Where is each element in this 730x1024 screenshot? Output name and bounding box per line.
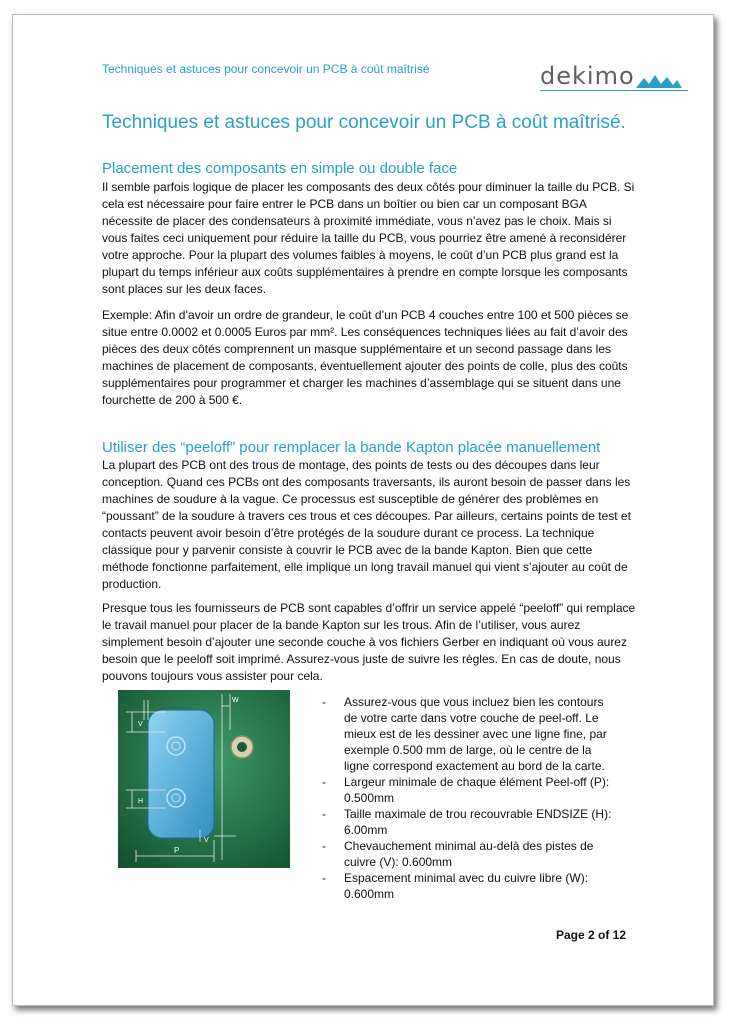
list-item: - Taille maximale de trou recouvrable ENDSIZE (H): 6.00mm <box>318 806 618 838</box>
list-item: - Largeur minimale de chaque élément Peel-off (P): 0.500mm <box>318 774 618 806</box>
section2-paragraph-2: Presque tous les fournisseurs de PCB sont capables d’offrir un service appelé “peeloff” qui remplace le travail manuel pour placer de la bande Kapton sur les trous. Afin de l’utiliser, vous aurez simplement besoin d’ajouter une seconde couche à vos fichiers Gerber en indiquant où vous aurez besoin que le peeloff soit imprimé. Assurez-vous juste de suivre les règles. En cas de doute, nous pouvons toujours vous assister pour cela. <box>102 601 636 683</box>
document-title: Techniques et astuces pour concevoir un PCB à coût maîtrisé. <box>102 112 626 133</box>
peeloff-rules-list <box>318 694 618 902</box>
label-v-bottom: V <box>204 837 209 844</box>
dekimo-logo <box>540 62 700 96</box>
list-item: - Espacement minimal avec du cuivre libre (W): 0.600mm <box>318 870 618 902</box>
section2-heading: Utiliser des “peeloff” pour remplacer la bande Kapton placée manuellement <box>102 439 601 456</box>
section1-paragraph-1: Il semble parfois logique de placer les composants des deux côtés pour diminuer la taille du PCB. Si cela est nécessaire pour faire entrer le PCB dans un boîtier ou bien car un composant BGA nécessite de placer des condensateurs à proximité immédiate, vous n’avez pas le choix. Mais si vous faites ceci uniquement pour réduire la taille du PCB, vous pourriez être amené à reconsidérer votre approche. Pour la plupart des volumes faibles à moyens, le coût d’un PCB plus grand est la plupart du temps inférieur aux coûts supplémentaires à prendre en compte lorsque les composants sont places sur les deux faces. <box>102 180 635 296</box>
label-h: H <box>138 798 144 805</box>
section2-paragraph-1: La plupart des PCB ont des trous de montage, des points de tests ou des découpes dans leur conception. Quand ces PCBs ont des composants traversants, ils auront besoin de passer dans les machines de soudure à la vague. Ce processus est susceptible de générer des problèmes en “poussant” de la soudure à travers ces trous et ces découpes. Par ailleurs, certains points de test et contacts peuvent avoir besoin d’être protégés de la soudure durant ce process. La technique classique pour y parvenir consiste à couvrir le PCB avec de la bande Kapton. Bien que cette méthode fonctionne parfaitement, elle implique un long travail manuel qui vient s’ajouter au coût de production. <box>102 458 631 591</box>
section1-heading: Placement des composants en simple ou double face <box>102 160 458 177</box>
logo-wave-icon <box>636 70 686 90</box>
label-w: W <box>232 697 239 704</box>
peeloff-diagram-image <box>118 690 290 868</box>
list-item: - Chevauchement minimal au-delà des pistes de cuivre (V): 0.600mm <box>318 838 618 870</box>
logo-underline <box>540 90 688 91</box>
section1-paragraph-2: Exemple: Afin d’avoir un ordre de grandeur, le coût d’un PCB 4 couches entre 100 et 500 pièces se situe entre 0.0002 et 0.0005 Euros par mm². Les conséquences techniques liées au fait d’avoir des pièces des deux côtés comprennent un masque supplémentaire et un second passage dans les machines de placement de composants, éventuellement ajouter des points de colle, plus des coûts supplémentaires pour programmer et charger les machines d’assemblage qui se situent dans une fourchette de 200 à 500 €. <box>102 308 629 407</box>
logo-text: dekimo <box>540 62 635 90</box>
page-number: Page 2 of 12 <box>556 928 627 942</box>
label-v-top: V <box>138 721 143 728</box>
list-item: - Assurez-vous que vous incluez bien les contours de votre carte dans votre couche de peel-off. Le mieux est de les dessiner avec une ligne fine, par exemple 0.500 mm de large, où le centre de la ligne correspond exactement au bord de la carte. <box>318 694 618 774</box>
label-p: P <box>174 846 180 855</box>
running-header: Techniques et astuces pour concevoir un PCB à coût maîtrisé <box>102 62 430 76</box>
